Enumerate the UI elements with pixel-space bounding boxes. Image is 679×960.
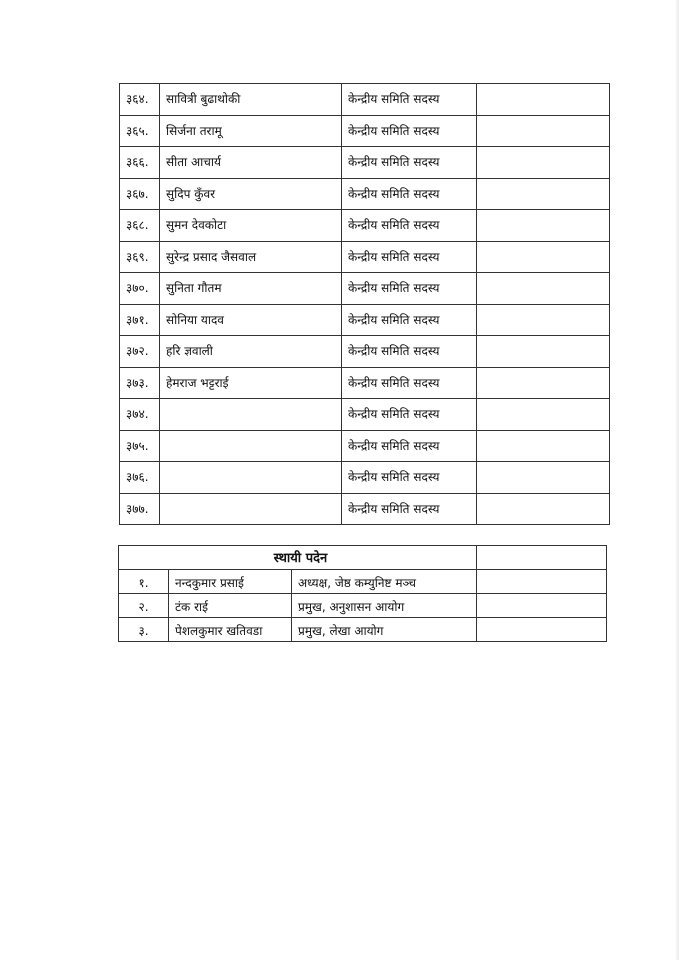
member-role: केन्द्रीय समिति सदस्य <box>342 210 477 242</box>
member-name: हेमराज भट्टराई <box>160 367 342 399</box>
member-row <box>120 115 610 147</box>
members-table-body <box>120 84 610 525</box>
member-name: सावित्री बुढाथोकी <box>160 84 342 116</box>
member-blank-cell <box>477 210 610 242</box>
member-number: ३६८. <box>120 210 160 242</box>
member-role: केन्द्रीय समिति सदस्य <box>342 115 477 147</box>
member-blank-cell <box>477 462 610 494</box>
member-blank-cell <box>477 84 610 116</box>
page-edge-shadow <box>675 0 679 960</box>
permanent-name: पेशलकुमार खतिवडा <box>169 618 292 642</box>
member-name: सुरेन्द्र प्रसाद जैसवाल <box>160 241 342 273</box>
member-role: केन्द्रीय समिति सदस्य <box>342 399 477 431</box>
member-blank-cell <box>477 304 610 336</box>
permanent-number: २. <box>119 594 169 618</box>
member-role: केन्द्रीय समिति सदस्य <box>342 367 477 399</box>
permanent-heading-row <box>119 546 607 570</box>
member-blank-cell <box>477 336 610 368</box>
member-role: केन्द्रीय समिति सदस्य <box>342 178 477 210</box>
member-row <box>120 147 610 179</box>
member-name <box>160 430 342 462</box>
member-name <box>160 399 342 431</box>
permanent-heading: स्थायी पदेन <box>119 546 477 570</box>
member-number: ३७५. <box>120 430 160 462</box>
member-name: हरि ज्ञवाली <box>160 336 342 368</box>
member-role: केन्द्रीय समिति सदस्य <box>342 147 477 179</box>
member-blank-cell <box>477 430 610 462</box>
member-name: सुनिता गौतम <box>160 273 342 305</box>
member-role: केन्द्रीय समिति सदस्य <box>342 493 477 525</box>
member-number: ३६६. <box>120 147 160 179</box>
member-blank-cell <box>477 241 610 273</box>
member-role: केन्द्रीय समिति सदस्य <box>342 462 477 494</box>
member-number: ३७६. <box>120 462 160 494</box>
permanent-heading-blank-cell <box>477 546 607 570</box>
member-row <box>120 178 610 210</box>
member-blank-cell <box>477 273 610 305</box>
members-table <box>119 83 610 525</box>
member-row <box>120 84 610 116</box>
permanent-number: १. <box>119 570 169 594</box>
member-number: ३७७. <box>120 493 160 525</box>
member-number: ३६५. <box>120 115 160 147</box>
member-blank-cell <box>477 399 610 431</box>
member-row <box>120 493 610 525</box>
member-name <box>160 462 342 494</box>
member-name: सीता आचार्य <box>160 147 342 179</box>
member-number: ३७४. <box>120 399 160 431</box>
member-role: केन्द्रीय समिति सदस्य <box>342 241 477 273</box>
permanent-officials-body <box>119 546 607 642</box>
member-name <box>160 493 342 525</box>
member-number: ३६४. <box>120 84 160 116</box>
member-row <box>120 241 610 273</box>
permanent-role: प्रमुख, अनुशासन आयोग <box>292 594 477 618</box>
permanent-row <box>119 570 607 594</box>
member-number: ३६७. <box>120 178 160 210</box>
member-number: ३७३. <box>120 367 160 399</box>
member-name: सोनिया यादव <box>160 304 342 336</box>
member-blank-cell <box>477 115 610 147</box>
member-blank-cell <box>477 367 610 399</box>
member-row <box>120 273 610 305</box>
permanent-row <box>119 594 607 618</box>
member-blank-cell <box>477 493 610 525</box>
member-row <box>120 462 610 494</box>
permanent-blank-cell <box>477 618 607 642</box>
member-number: ३७१. <box>120 304 160 336</box>
permanent-number: ३. <box>119 618 169 642</box>
member-number: ३६९. <box>120 241 160 273</box>
permanent-name: नन्दकुमार प्रसाई <box>169 570 292 594</box>
member-row <box>120 210 610 242</box>
member-row <box>120 399 610 431</box>
permanent-officials-table <box>118 545 607 642</box>
permanent-role: प्रमुख, लेखा आयोग <box>292 618 477 642</box>
member-blank-cell <box>477 147 610 179</box>
member-role: केन्द्रीय समिति सदस्य <box>342 430 477 462</box>
permanent-row <box>119 618 607 642</box>
permanent-name: टंक राई <box>169 594 292 618</box>
member-row <box>120 304 610 336</box>
member-role: केन्द्रीय समिति सदस्य <box>342 273 477 305</box>
member-blank-cell <box>477 178 610 210</box>
permanent-role: अध्यक्ष, जेष्ठ कम्युनिष्ट मञ्च <box>292 570 477 594</box>
member-row <box>120 430 610 462</box>
member-number: ३७०. <box>120 273 160 305</box>
member-row <box>120 336 610 368</box>
member-role: केन्द्रीय समिति सदस्य <box>342 304 477 336</box>
member-role: केन्द्रीय समिति सदस्य <box>342 84 477 116</box>
permanent-blank-cell <box>477 570 607 594</box>
member-number: ३७२. <box>120 336 160 368</box>
permanent-blank-cell <box>477 594 607 618</box>
member-name: सुदिप कुँवर <box>160 178 342 210</box>
member-role: केन्द्रीय समिति सदस्य <box>342 336 477 368</box>
member-name: सुमन देवकोटा <box>160 210 342 242</box>
member-name: सिर्जना तरामू <box>160 115 342 147</box>
member-row <box>120 367 610 399</box>
